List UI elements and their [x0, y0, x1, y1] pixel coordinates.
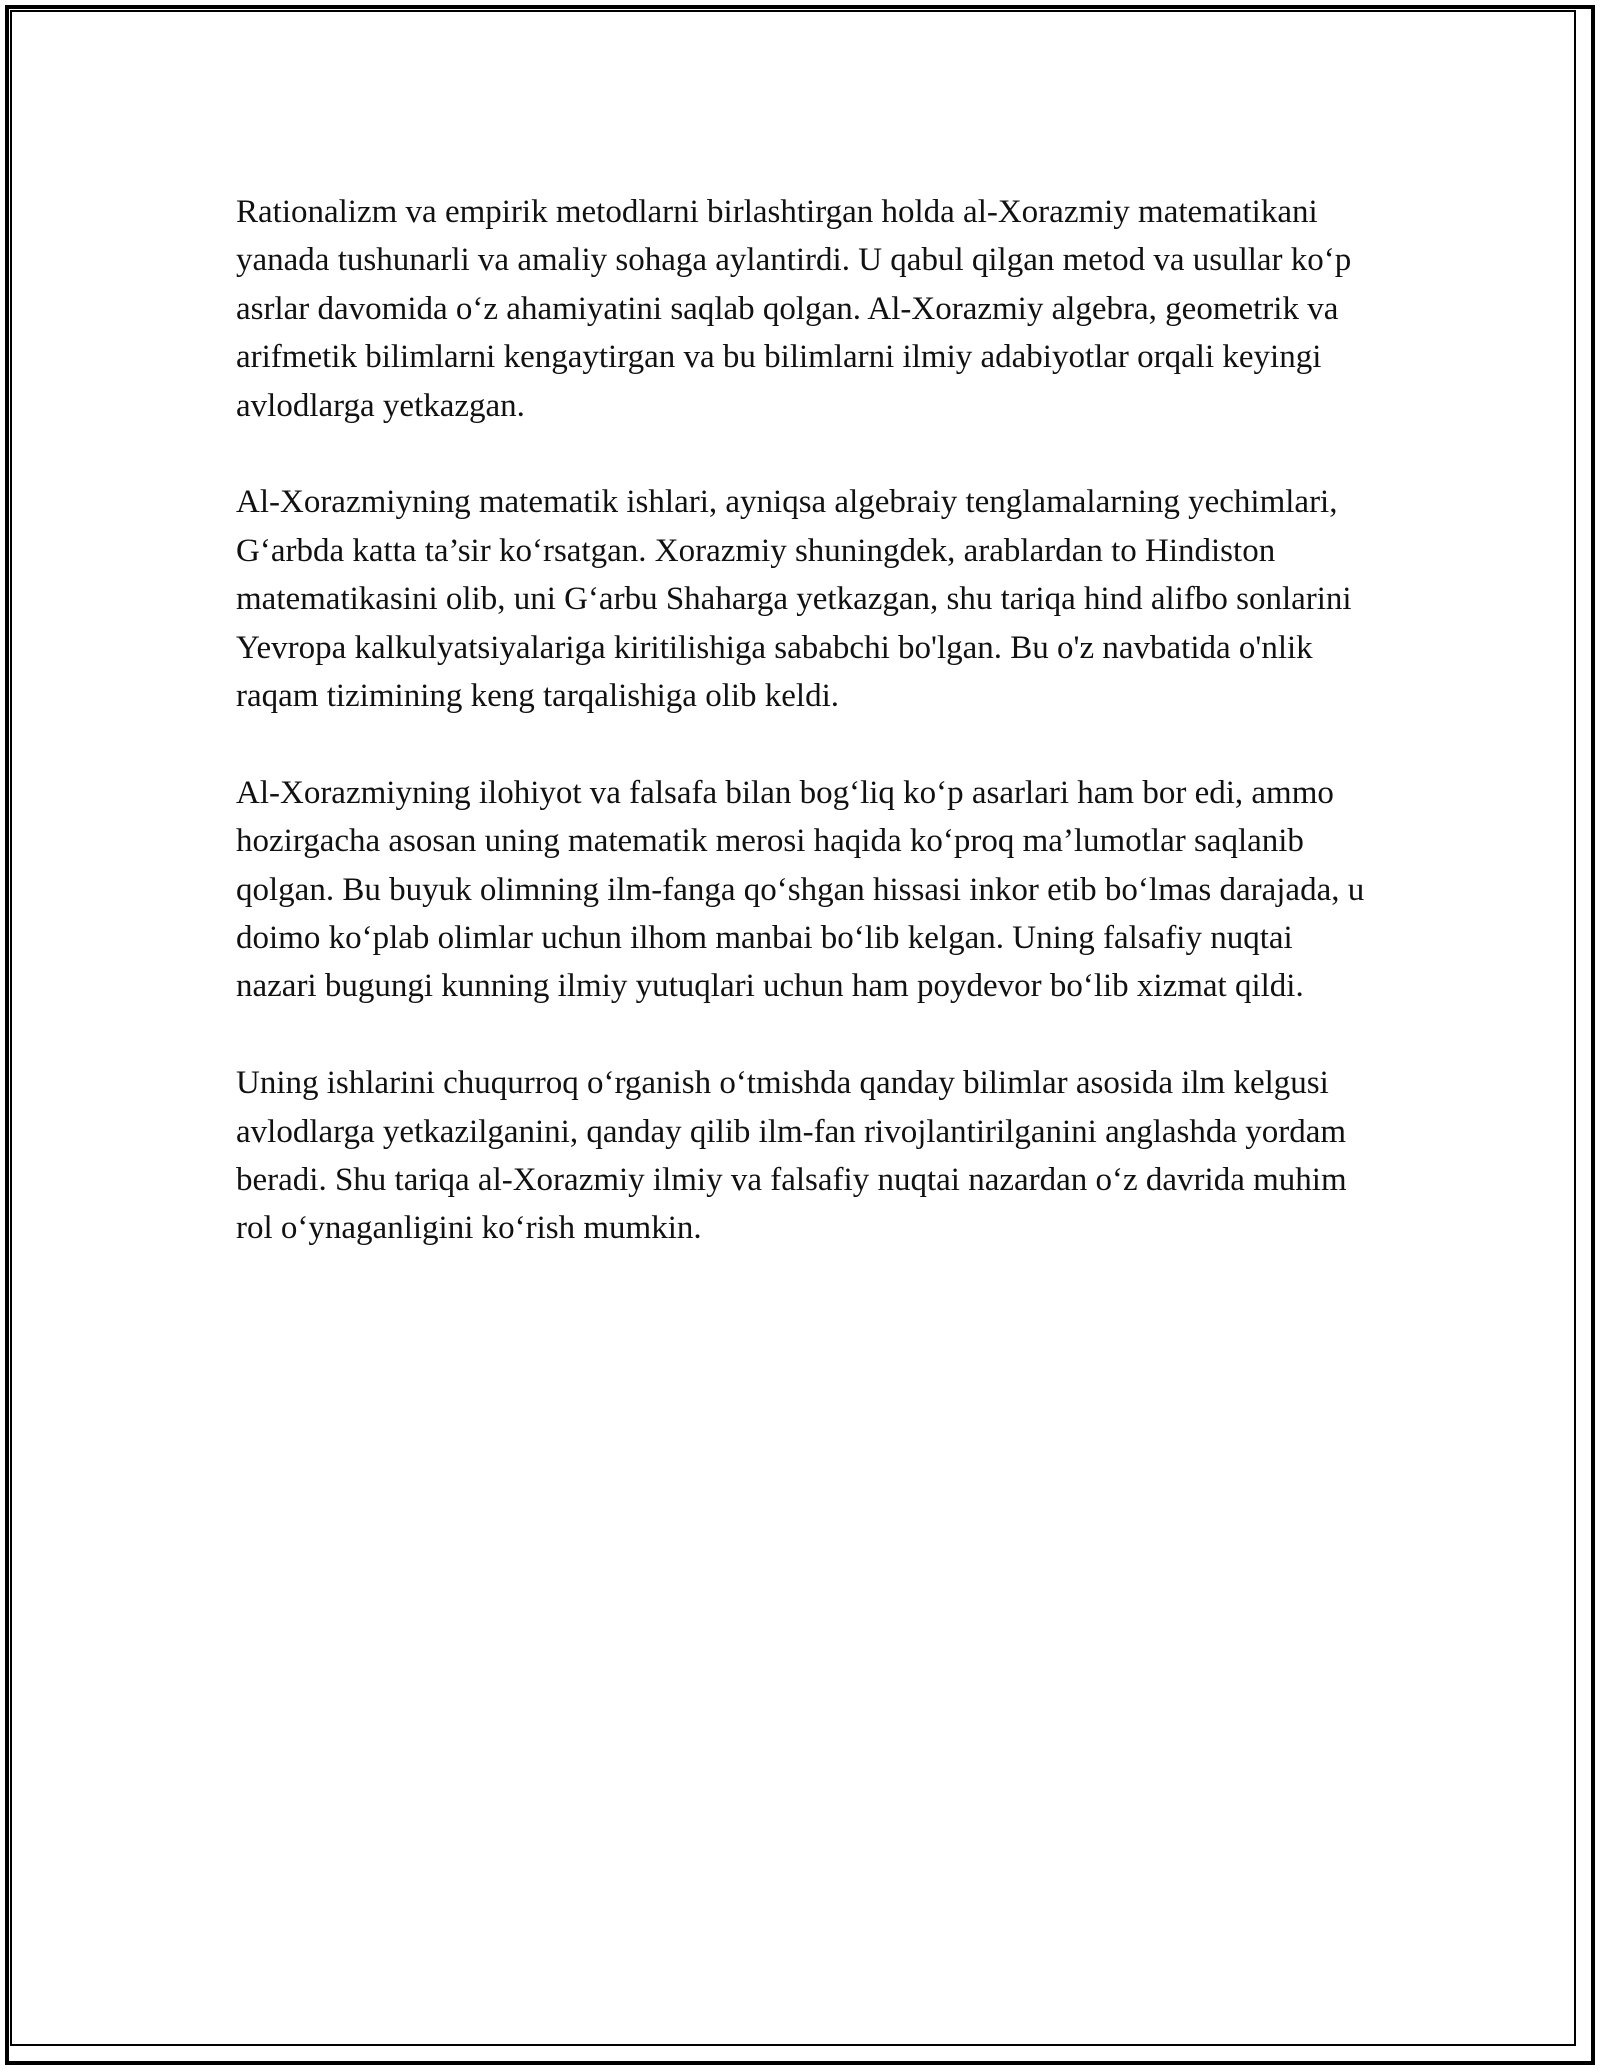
paragraph-1: Rationalizm va empirik metodlarni birlashtirgan holda al-Xorazmiy matematikani yanada tushunarli va amaliy sohaga aylantirdi. U qabul qilgan metod va usullar ko‘p asrlar davomida o‘z ahamiyatini saqlab qolgan. Al-Xorazmiy algebra, geometrik va arifmetik bilimlarni kengaytirgan va bu bilimlarni ilmiy adabiyotlar orqali keyingi avlodlarga yetkazgan. — [236, 194, 1352, 424]
paragraph-4: Uning ishlarini chuqurroq o‘rganish o‘tmishda qanday bilimlar asosida ilm kelgusi avlodlarga yetkazilganini, qanday qilib ilm-fan rivojlantirilganini anglashda yordam beradi. Shu tariqa al-Xorazmiy ilmiy va falsafiy nuqtai nazardan o‘z davrida muhim rol o‘ynaganligini ko‘rish mumkin. — [236, 1065, 1347, 1247]
paragraph-2: Al-Xorazmiyning matematik ishlari, ayniqsa algebraiy tenglamalarning yechimlari, G‘arbda katta ta’sir ko‘rsatgan. Xorazmiy shuningdek, arablardan to Hindiston matematikasini olib, uni G‘arbu Shaharga yetkazgan, shu tariqa hind alifbo sonlarini Yevropa kalkulyatsiyalariga kiritilishiga sababchi bo'lgan. Bu o'z navbatida o'nlik raqam tizimining keng tarqalishiga olib keldi. — [236, 484, 1352, 715]
paragraph-3: Al-Xorazmiyning ilohiyot va falsafa bilan bog‘liq ko‘p asarlari ham bor edi, ammo hozirgacha asosan uning matematik merosi haqida ko‘proq ma’lumotlar saqlanib qolgan. Bu buyuk olimning ilm-fanga qo‘shgan hissasi inkor etib bo‘lmas darajada, u doimo ko‘plab olimlar uchun ilhom manbai bo‘lib kelgan. Uning falsafiy nuqtai nazari bugungi kunning ilmiy yutuqlari uchun ham poydevor bo‘lib xizmat qildi. — [236, 774, 1365, 1005]
document-body — [236, 188, 1366, 1301]
